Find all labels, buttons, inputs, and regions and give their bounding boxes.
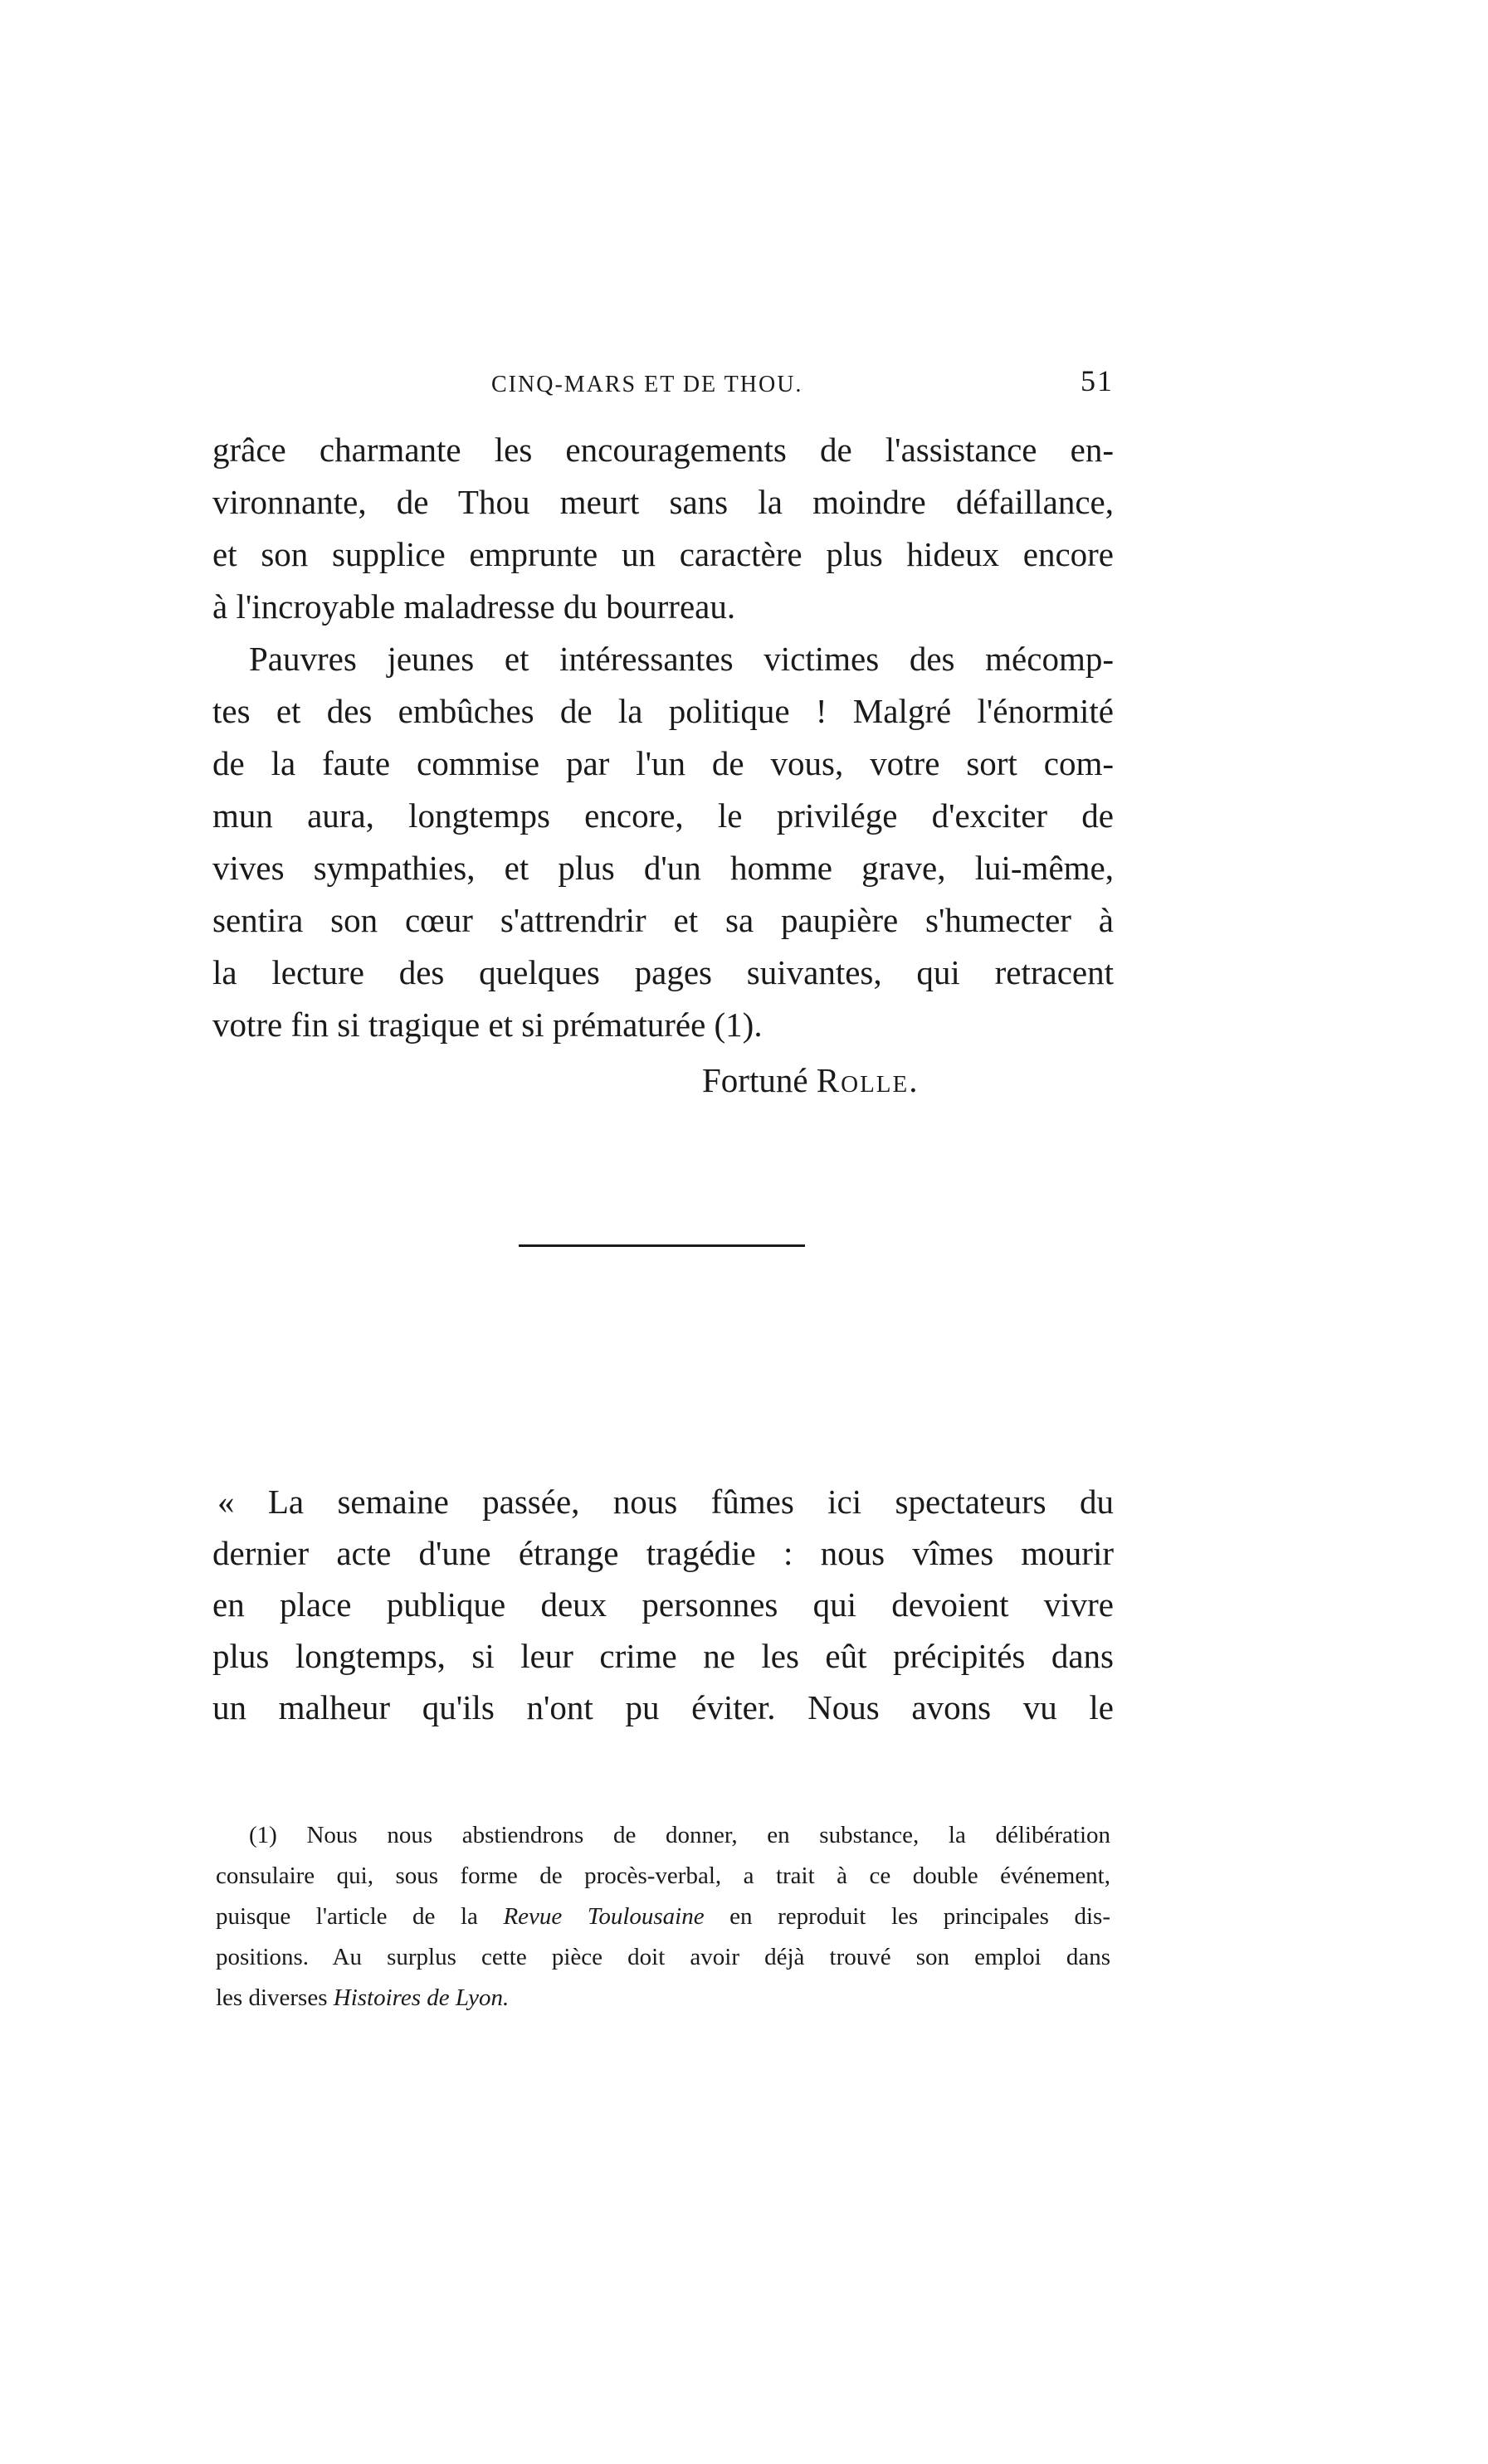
body-line: à l'incroyable maladresse du bourreau. [212,587,736,626]
body-line: votre fin si tragique et si prématurée (1). [212,1006,763,1044]
signature [702,1055,919,1105]
body-line: vironnante, de Thou meurt sans la moindre défaillance, [212,483,1114,521]
footnote-line: consulaire qui, sous forme de procès-verbal, a trait à ce double événement, [216,1863,1110,1889]
body-line: mun aura, longtemps encore, le privilége d'exciter de [212,796,1114,835]
footnote-text: les diverses [216,1984,328,2011]
footnote-text: en reproduit les principales dis- [729,1903,1110,1930]
quote-line: un malheur qu'ils n'ont pu éviter. Nous avons vu le [212,1688,1114,1726]
body-line: tes et des embûches de la politique ! Malgré l'énormité [212,692,1114,730]
signature-last-name: Rolle. [816,1061,920,1099]
body-line: grâce charmante les encouragements de l'assistance en- [212,431,1114,469]
body-line: la lecture des quelques pages suivantes, qui retracent [212,953,1114,991]
footnote-line: positions. Au surplus cette pièce doit avoir déjà trouvé son emploi dans [216,1944,1110,1970]
footnote-line [216,1978,1110,2018]
footnote-text: puisque l'article de la [216,1903,478,1930]
signature-first-name: Fortuné [702,1061,808,1099]
journal-title: Revue Toulousaine [503,1903,705,1930]
section-divider [519,1244,805,1247]
footnote-line [216,1897,1110,1937]
quote-line: dernier acte d'une étrange tragédie : nous vîmes mourir [212,1534,1114,1572]
body-line: et son supplice emprunte un caractère plus hideux encore [212,535,1114,573]
page-number: 51 [1081,364,1114,397]
body-line: vives sympathies, et plus d'un homme grave, lui-même, [212,849,1114,887]
running-head [212,363,1114,405]
book-title: Histoires de Lyon. [333,1984,510,2011]
body-line: de la faute commise par l'un de vous, votre sort com- [212,744,1114,782]
body-line: Pauvres jeunes et intéressantes victimes des mécomp- [249,640,1114,678]
quote-line: plus longtemps, si leur crime ne les eût précipités dans [212,1637,1114,1675]
footnote-line: (1) Nous nous abstiendrons de donner, en substance, la délibération [249,1822,1110,1848]
quote-line: « La semaine passée, nous fûmes ici spectateurs du [217,1483,1114,1521]
body-line: sentira son cœur s'attrendrir et sa paupière s'humecter à [212,901,1114,939]
running-title: CINQ-MARS ET DE THOU. [491,372,803,397]
quote-line: en place publique deux personnes qui devoient vivre [212,1585,1114,1624]
